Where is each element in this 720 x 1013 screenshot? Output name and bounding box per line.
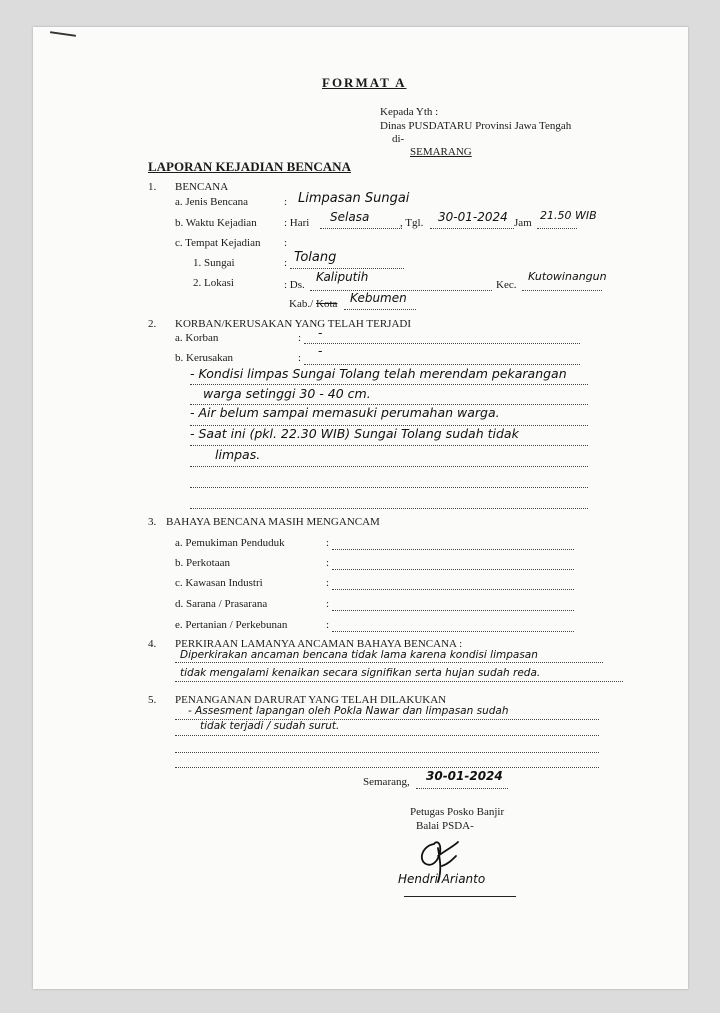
lokasi-label: 2. Lokasi bbox=[193, 277, 234, 289]
section-2-number: 2. bbox=[148, 318, 157, 330]
bahaya-item: c. Kawasan Industri bbox=[175, 577, 263, 589]
colon: : bbox=[284, 257, 288, 269]
section-1-number: 1. bbox=[148, 181, 157, 193]
sungai-label: 1. Sungai bbox=[193, 257, 235, 269]
colon: : bbox=[326, 577, 330, 589]
section-5-number: 5. bbox=[148, 694, 157, 706]
colon: : bbox=[326, 537, 330, 549]
colon: : bbox=[326, 557, 330, 569]
hari-value: Selasa bbox=[330, 210, 370, 224]
korban-value: - bbox=[318, 326, 323, 340]
kerusakan-line-2: warga setinggi 30 - 40 cm. bbox=[203, 386, 371, 401]
kota-label-struck: Kota bbox=[316, 298, 338, 310]
section-1-title: BENCANA bbox=[175, 181, 229, 193]
section-3-number: 3. bbox=[148, 516, 157, 528]
tempat-kejadian-label: c. Tempat Kejadian bbox=[175, 237, 261, 249]
ancaman-line-1: Diperkirakan ancaman bencana tidak lama karena kondisi limpasan bbox=[180, 649, 538, 661]
address-city: SEMARANG bbox=[410, 146, 472, 158]
ancaman-line-2: tidak mengalami kenaikan secara signifikan serta hujan sudah reda. bbox=[180, 667, 541, 679]
jenis-bencana-value: Limpasan Sungai bbox=[298, 191, 410, 206]
kab-value: Kebumen bbox=[350, 291, 407, 305]
colon: : bbox=[298, 332, 302, 344]
section-4-number: 4. bbox=[148, 638, 157, 650]
colon: : bbox=[298, 352, 302, 364]
place-label: Semarang, bbox=[363, 776, 410, 788]
kerusakan-line-4: - Saat ini (pkl. 22.30 WIB) Sungai Tolang sudah tidak bbox=[190, 426, 519, 441]
tgl-label: , Tgl. bbox=[400, 217, 424, 229]
signer-name: Hendri Arianto bbox=[398, 872, 486, 886]
jenis-bencana-label: a. Jenis Bencana bbox=[175, 196, 248, 208]
kerusakan-label: b. Kerusakan bbox=[175, 352, 234, 364]
signature-line bbox=[404, 896, 516, 897]
waktu-kejadian-label: b. Waktu Kejadian bbox=[175, 217, 257, 229]
korban-label: a. Korban bbox=[175, 332, 219, 344]
address-to: Kepada Yth : bbox=[380, 106, 439, 118]
format-title: FORMAT A bbox=[322, 75, 407, 90]
jam-value: 21.50 WIB bbox=[540, 209, 597, 222]
ds-label: : Ds. bbox=[284, 279, 305, 291]
officer-unit: Balai PSDA- bbox=[416, 820, 474, 832]
colon: : bbox=[326, 619, 330, 631]
address-di: di- bbox=[392, 133, 405, 145]
report-title: LAPORAN KEJADIAN BENCANA bbox=[148, 159, 351, 174]
section-2-title: KORBAN/KERUSAKAN YANG TELAH TERJADI bbox=[175, 318, 411, 330]
bahaya-item: e. Pertanian / Perkebunan bbox=[175, 619, 288, 631]
colon: : bbox=[326, 598, 330, 610]
kec-value: Kutowinangun bbox=[528, 270, 607, 283]
officer-title: Petugas Posko Banjir bbox=[410, 806, 505, 818]
tgl-value: 30-01-2024 bbox=[438, 210, 508, 224]
bahaya-item: d. Sarana / Prasarana bbox=[175, 598, 268, 610]
bahaya-item: a. Pemukiman Penduduk bbox=[175, 537, 285, 549]
jam-label: Jam bbox=[514, 217, 532, 229]
address-office: Dinas PUSDATARU Provinsi Jawa Tengah bbox=[380, 120, 572, 132]
ds-value: Kaliputih bbox=[316, 270, 369, 284]
kerusakan-line-1: - Kondisi limpas Sungai Tolang telah merendam pekarangan bbox=[190, 366, 567, 381]
bahaya-item: b. Perkotaan bbox=[175, 557, 230, 569]
kerusakan-line-3: - Air belum sampai memasuki perumahan warga. bbox=[190, 405, 500, 420]
section-4-title: PERKIRAAN LAMANYA ANCAMAN BAHAYA BENCANA : bbox=[175, 638, 463, 650]
kec-label: Kec. bbox=[496, 279, 517, 291]
penanganan-line-1: - Assesment lapangan oleh Pokla Nawar dan limpasan sudah bbox=[188, 705, 509, 717]
colon: : bbox=[284, 237, 288, 249]
kab-label: Kab./ bbox=[289, 298, 314, 310]
sungai-value: Tolang bbox=[294, 250, 337, 265]
colon: : bbox=[284, 196, 288, 208]
section-3-title: BAHAYA BENCANA MASIH MENGANCAM bbox=[166, 516, 380, 528]
kerusakan-line-5: limpas. bbox=[215, 447, 261, 462]
kerusakan-value: - bbox=[318, 344, 323, 358]
hari-label: : Hari bbox=[284, 217, 310, 229]
penanganan-line-2: tidak terjadi / sudah surut. bbox=[200, 720, 340, 732]
report-date: 30-01-2024 bbox=[426, 769, 503, 783]
section-5-title: PENANGANAN DARURAT YANG TELAH DILAKUKAN bbox=[175, 694, 447, 706]
